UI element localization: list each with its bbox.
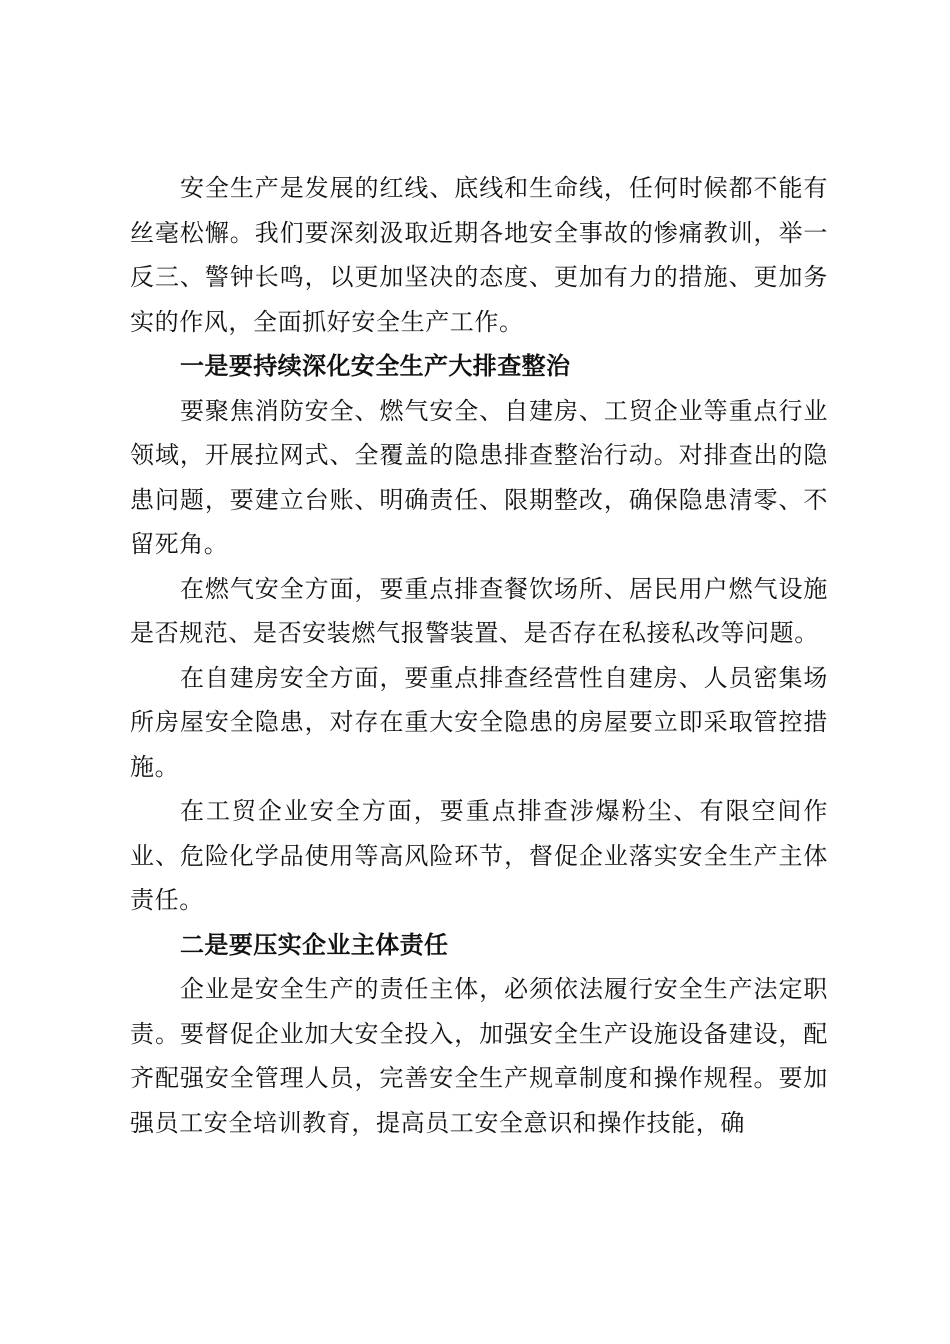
section-1-paragraph-1: 要聚焦消防安全、燃气安全、自建房、工贸企业等重点行业领域，开展拉网式、全覆盖的隐患排查整治行动。对排查出的隐患问题，要建立台账、明确责任、限期整改，确保隐患清零、不留死角。	[130, 396, 828, 558]
section-2-heading: 二是要压实企业主体责任	[180, 930, 449, 959]
intro-paragraph: 安全生产是发展的红线、底线和生命线，任何时候都不能有丝毫松懈。我们要深刻汲取近期各地安全事故的惨痛教训，举一反三、警钟长鸣，以更加坚决的态度、更加有力的措施、更加务实的作风，全面抓好安全生产工作。	[130, 174, 828, 336]
document-page	[130, 166, 828, 1145]
section-2-paragraph-1: 企业是安全生产的责任主体，必须依法履行安全生产法定职责。要督促企业加大安全投入，加强安全生产设施设备建设，配齐配强安全管理人员，完善安全生产规章制度和操作规程。要加强员工安全培训教育，提高员工安全意识和操作技能，确	[130, 975, 828, 1137]
section-1-paragraph-4: 在工贸企业安全方面，要重点排查涉爆粉尘、有限空间作业、危险化学品使用等高风险环节，督促企业落实安全生产主体责任。	[130, 797, 828, 914]
section-1-paragraph-3: 在自建房安全方面，要重点排查经营性自建房、人员密集场所房屋安全隐患，对存在重大安全隐患的房屋要立即采取管控措施。	[130, 663, 828, 781]
section-1-paragraph-2: 在燃气安全方面，要重点排查餐饮场所、居民用户燃气设施是否规范、是否安装燃气报警装置、是否存在私接私改等问题。	[130, 574, 828, 647]
section-1-heading: 一是要持续深化安全生产大排查整治	[180, 352, 571, 380]
